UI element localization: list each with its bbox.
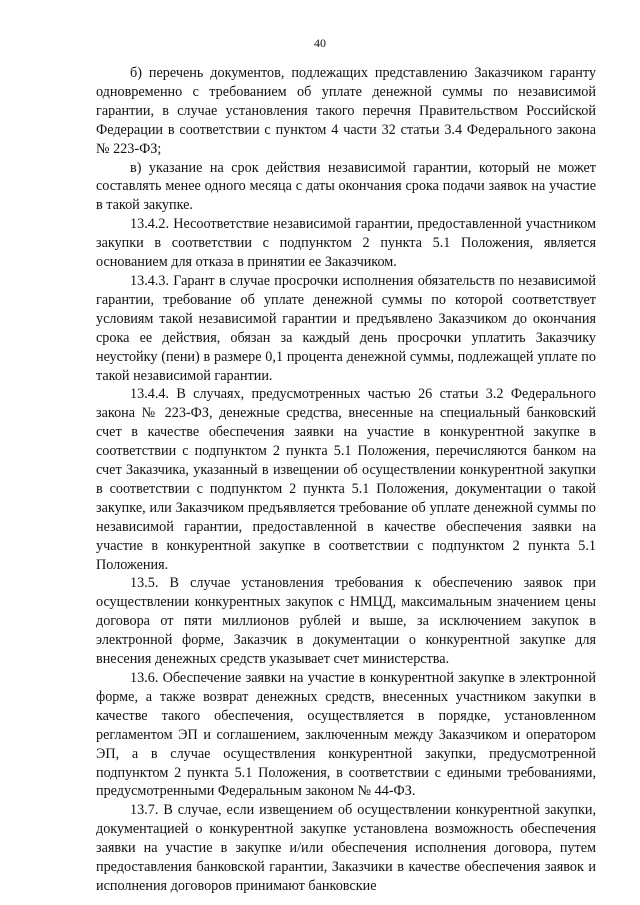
paragraph-13-7: 13.7. В случае, если извещением об осуществлении конкурентной закупки, документацией о конкурентной закупке установлена возможность обеспечения заявки на участие в закупке и/или обеспечения исполнения договора, путем предоставления банковской гарантии, Заказчики в качестве обеспечения заявок и исполнения договоров принимают банковские	[96, 802, 596, 894]
page-number: 40	[314, 36, 326, 50]
paragraph-13-6: 13.6. Обеспечение заявки на участие в конкурентной закупке в электронной форме, а также возврат денежных средств, внесенных участником закупки в качестве такого обеспечения, осуществляется в порядке, установленном регламентом ЭП и соглашением, заключенным между Заказчиком и оператором ЭП, а в случае осуществления конкурентной закупки, предусмотренной подпунктом 2 пункта 5.1 Положения, в соответствии с едиными требованиями, предусмотренными Федеральным законом № 44-ФЗ.	[96, 670, 596, 800]
paragraph-13-4-4: 13.4.4. В случаях, предусмотренных частью 26 статьи 3.2 Федерального закона № 223-ФЗ, денежные средства, внесенные на специальный банковский счет в качестве обеспечения заявки на участие в конкурентной закупке в соответствии с подпунктом 2 пункта 5.1 Положения, перечисляются банком на счет Заказчика, указанный в извещении об осуществлении конкурентной закупки в соответствии с подпунктом 2 пункта 5.1 Положения, документации о такой закупке, или Заказчиком предъявляется требование об уплате денежной суммы по независимой гарантии, предоставленной в качестве обеспечения заявки на участие в конкурентной закупке в соответствии с подпунктом 2 пункта 5.1 Положения.	[96, 386, 596, 573]
paragraph-13-5: 13.5. В случае установления требования к обеспечению заявок при осуществлении конкурентных закупок с НМЦД, максимальным значением цены договора от пяти миллионов рублей и выше, за исключением закупок в электронной форме, Заказчик в документации о конкурентной закупке для внесения денежных средств указывает счет министерства.	[96, 575, 596, 668]
paragraph-13-4-2: 13.4.2. Несоответствие независимой гарантии, предоставленной участником закупки в соответствии с подпунктом 2 пункта 5.1 Положения, является основанием для отказа в принятии ее Заказчиком.	[96, 216, 596, 271]
paragraph-13-4-1-b: б) перечень документов, подлежащих представлению Заказчиком гаранту одновременно с требованием об уплате денежной суммы по независимой гарантии, в случае установления такого перечня Правительством Российской Федерации в соответствии с пунктом 4 части 32 статьи 3.4 Федерального закона № 223-ФЗ;	[96, 65, 596, 157]
paragraph-13-4-1-v: в) указание на срок действия независимой гарантии, который не может составлять менее одного месяца с даты окончания срока подачи заявок на участие в такой закупке.	[96, 159, 596, 214]
document-body	[96, 64, 596, 896]
paragraph-13-4-3: 13.4.3. Гарант в случае просрочки исполнения обязательств по независимой гарантии, требование об уплате денежной суммы по которой соответствует условиям такой независимой гарантии и предъявлено Заказчиком до окончания срока ее действия, обязан за каждый день просрочки уплатить Заказчику неустойку (пени) в размере 0,1 процента денежной суммы, подлежащей уплате по такой независимой гарантии.	[96, 272, 596, 384]
